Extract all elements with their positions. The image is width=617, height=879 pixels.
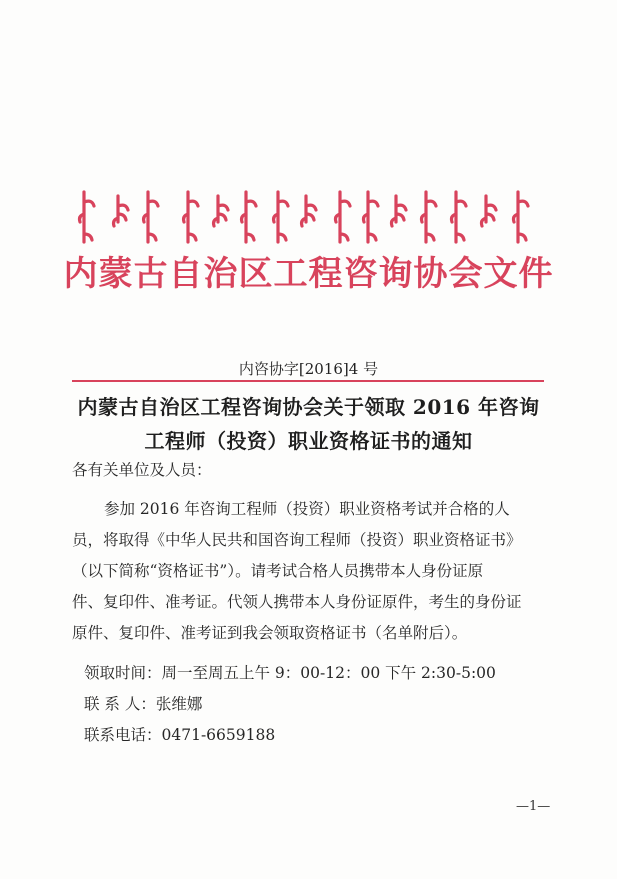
- mongolian-glyph: [422, 192, 437, 242]
- red-divider-line: [72, 380, 544, 382]
- mongolian-glyph: [114, 196, 129, 226]
- issuer-title: 内蒙古自治区工程咨询协会文件: [63, 254, 554, 294]
- paragraph-line: 员，将取得《中华人民共和国咨询工程师（投资）职业资格证书》: [72, 531, 522, 549]
- contact-phone: 联系电话：0471-6659188: [84, 726, 276, 744]
- mongolian-glyph: [452, 192, 467, 242]
- mongolian-glyph: [242, 192, 257, 242]
- mongolian-glyph: [514, 192, 529, 242]
- mongolian-glyph: [392, 196, 407, 226]
- mongolian-glyph: [144, 192, 159, 242]
- mongolian-glyph: [336, 192, 351, 242]
- paragraph-line: 件、复印件、准考证。代领人携带本人身份证原件，考生的身份证: [72, 593, 522, 611]
- paragraph-line: （以下简称“资格证书”）。请考试合格人员携带本人身份证原: [72, 562, 484, 580]
- mongolian-glyph: [364, 192, 379, 242]
- paragraph-line: 参加 2016 年咨询工程师（投资）职业资格考试并合格的人: [104, 500, 510, 518]
- mongolian-script-header: [72, 188, 542, 250]
- contact-person: 联 系 人：张维娜: [84, 695, 203, 713]
- paragraph-line: 原件、复印件、准考证到我会领取资格证书（名单附后）。: [72, 624, 468, 642]
- pickup-time: 领取时间：周一至周五上午 9：00-12：00 下午 2:30-5:00: [84, 664, 496, 682]
- mongolian-glyph: [302, 196, 317, 226]
- document-number: 内咨协字[2016]4 号: [238, 360, 379, 378]
- salutation: 各有关单位及人员：: [72, 461, 212, 479]
- mongolian-glyph: [184, 192, 199, 242]
- notice-title-line-1: 内蒙古自治区工程咨询协会关于领取 2016 年咨询: [77, 395, 540, 419]
- mongolian-glyph: [80, 192, 95, 242]
- mongolian-glyph: [214, 196, 229, 226]
- mongolian-glyph: [482, 196, 497, 226]
- mongolian-glyph: [274, 192, 289, 242]
- page-number: —1—: [516, 799, 551, 814]
- notice-title-line-2: 工程师（投资）职业资格证书的通知: [144, 429, 473, 453]
